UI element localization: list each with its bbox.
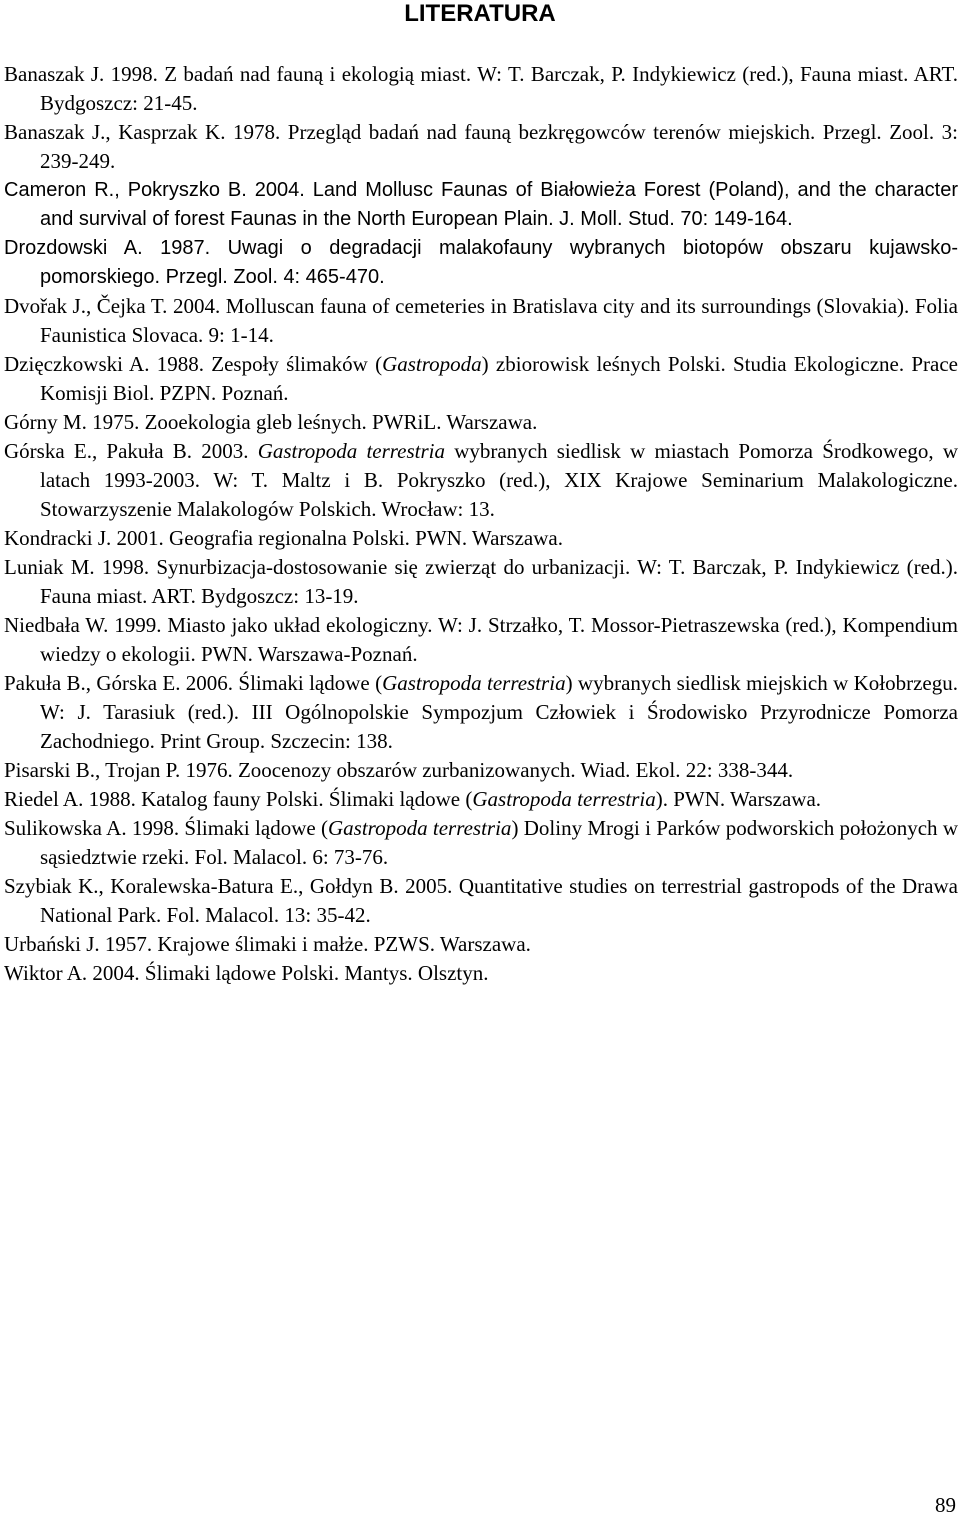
reference-text: Kondracki J. 2001. Geografia regionalna Polski. PWN. Warszawa. bbox=[4, 526, 563, 550]
reference-text: Dzięczkowski A. 1988. Zespoły ślimaków ( bbox=[4, 352, 383, 376]
reference-text: wybranych siedlisk w miastach Pomorza Środkowego, w latach 1993-2003. W: T. Maltz i B. Pokryszko (red.), XIX Krajowe Seminarium Malakologiczne. Stowarzyszenie Malakologów Polskich. Wrocław: 13. bbox=[40, 439, 958, 521]
reference-entry bbox=[4, 814, 958, 872]
reference-taxon-italic: Gastropoda terrestria bbox=[328, 816, 512, 840]
reference-text: ) Doliny Mrogi i Parków podworskich położonych w sąsiedztwie rzeki. Fol. Malacol. 6: 73-76. bbox=[40, 816, 958, 869]
reference-entry bbox=[4, 959, 958, 988]
reference-text: Sulikowska A. 1998. Ślimaki lądowe ( bbox=[4, 816, 328, 840]
reference-entry bbox=[4, 872, 958, 930]
reference-text: Cameron R., Pokryszko B. 2004. Land Mollusc Faunas of Białowieża Forest (Poland), and the character and survival of forest Faunas in the North European Plain. J. Moll. Stud. 70: 149-164. bbox=[4, 179, 958, 230]
reference-taxon-italic: Gastropoda terrestria bbox=[382, 671, 566, 695]
reference-entry bbox=[4, 60, 958, 118]
reference-text: Dvořak J., Čejka T. 2004. Molluscan fauna of cemeteries in Bratislava city and its surroundings (Slovakia). Folia Faunistica Slovaca. 9: 1-14. bbox=[4, 294, 958, 347]
reference-text: ). PWN. Warszawa. bbox=[655, 787, 822, 811]
reference-taxon-italic: Gastropoda terrestria bbox=[257, 439, 446, 463]
reference-entry bbox=[4, 524, 958, 553]
reference-text: Górska E., Pakuła B. 2003. bbox=[4, 439, 258, 463]
reference-entry bbox=[4, 118, 958, 176]
reference-entry bbox=[4, 756, 958, 785]
reference-text: Górny M. 1975. Zooekologia gleb leśnych. PWRiL. Warszawa. bbox=[4, 410, 538, 434]
page-heading: LITERATURA bbox=[404, 0, 556, 27]
reference-text: Niedbała W. 1999. Miasto jako układ ekologiczny. W: J. Strzałko, T. Mossor-Pietraszewska (red.), Kompendium wiedzy o ekologii. PWN. Warszawa-Poznań. bbox=[4, 613, 958, 666]
reference-text: ) wybranych siedlisk miejskich w Kołobrzegu. W: J. Tarasiuk (red.). III Ogólnopolskie Sympozjum Człowiek i Środowisko Przyrodnicze Pomorza Zachodniego. Print Group. Szczecin: 138. bbox=[40, 671, 959, 753]
reference-text: Riedel A. 1988. Katalog fauny Polski. Ślimaki lądowe ( bbox=[4, 787, 473, 811]
reference-list bbox=[4, 60, 958, 988]
reference-entry bbox=[4, 930, 958, 959]
reference-taxon-italic: Gastropoda terrestria bbox=[472, 787, 656, 811]
reference-entry bbox=[4, 437, 958, 524]
reference-entry bbox=[4, 350, 958, 408]
reference-text: Banaszak J., Kasprzak K. 1978. Przegląd badań nad fauną bezkręgowców terenów miejskich. Przegl. Zool. 3: 239-249. bbox=[4, 120, 958, 173]
reference-entry bbox=[4, 292, 958, 350]
reference-entry bbox=[4, 669, 958, 756]
reference-entry bbox=[4, 785, 958, 814]
reference-text: Pakuła B., Górska E. 2006. Ślimaki lądowe ( bbox=[4, 671, 383, 695]
reference-text: ) zbiorowisk leśnych Polski. Studia Ekologiczne. Prace Komisji Biol. PZPN. Poznań. bbox=[40, 352, 958, 405]
reference-taxon-italic: Gastropoda bbox=[382, 352, 482, 376]
reference-entry bbox=[4, 234, 958, 292]
reference-entry bbox=[4, 611, 958, 669]
reference-entry bbox=[4, 176, 958, 234]
reference-text: Szybiak K., Koralewska-Batura E., Gołdyn B. 2005. Quantitative studies on terrestrial gastropods of the Drawa National Park. Fol. Malacol. 13: 35-42. bbox=[4, 874, 958, 927]
reference-text: Drozdowski A. 1987. Uwagi o degradacji malakofauny wybranych biotopów obszaru kujawsko-pomorskiego. Przegl. Zool. 4: 465-470. bbox=[4, 237, 958, 288]
reference-text: Urbański J. 1957. Krajowe ślimaki i małże. PZWS. Warszawa. bbox=[4, 932, 531, 956]
reference-entry bbox=[4, 408, 958, 437]
reference-entry bbox=[4, 553, 958, 611]
page-number: 89 bbox=[935, 1493, 956, 1517]
reference-text: Luniak M. 1998. Synurbizacja-dostosowanie się zwierząt do urbanizacji. W: T. Barczak, P. Indykiewicz (red.). Fauna miast. ART. Bydgoszcz: 13-19. bbox=[4, 555, 958, 608]
reference-text: Wiktor A. 2004. Ślimaki lądowe Polski. Mantys. Olsztyn. bbox=[4, 961, 489, 985]
reference-text: Banaszak J. 1998. Z badań nad fauną i ekologią miast. W: T. Barczak, P. Indykiewicz (red.), Fauna miast. ART. Bydgoszcz: 21-45. bbox=[4, 62, 958, 115]
reference-text: Pisarski B., Trojan P. 1976. Zoocenozy obszarów zurbanizowanych. Wiad. Ekol. 22: 338-344. bbox=[4, 758, 794, 782]
